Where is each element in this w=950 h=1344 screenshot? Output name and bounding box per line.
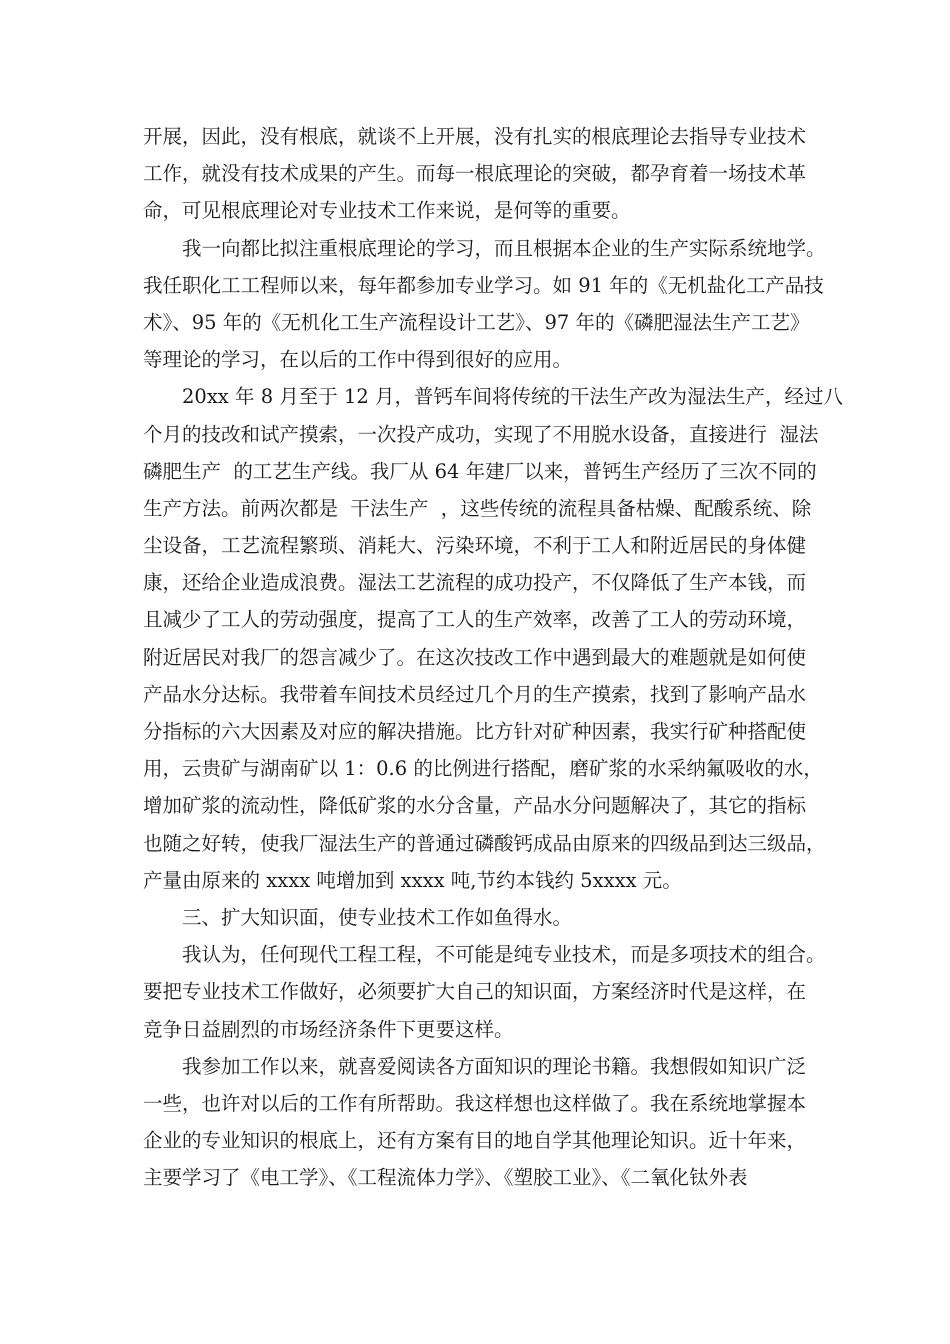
text-line: 增加矿浆的流动性，降低矿浆的水分含量，产品水分问题解决了，其它的指标	[143, 794, 807, 818]
text-line: 用，云贵矿与湖南矿以 1：0.6 的比例进行搭配，磨矿浆的水采纳氟吸收的水，	[143, 757, 823, 781]
text-line: 我任职化工工程师以来，每年都参加专业学习。如 91 年的《无机盐化工产品技	[143, 273, 824, 297]
text-line: 20xx 年 8 月至于 12 月，普钙车间将传统的干法生产改为湿法生产，经过八	[182, 385, 844, 409]
text-line: 磷肥生产 的工艺生产线。我厂从 64 年建厂以来，普钙生产经历了三次不同的	[143, 459, 817, 483]
text-line: 康，还给企业造成浪费。湿法工艺流程的成功投产，不仅降低了生产本钱，而	[143, 571, 807, 595]
text-line: 附近居民对我厂的怨言减少了。在这次技改工作中遇到最大的难题就是如何使	[143, 645, 807, 669]
text-line: 一些，也许对以后的工作有所帮助。我这样想也这样做了。我在系统地掌握本	[143, 1091, 807, 1115]
text-line: 工作，就没有技术成果的产生。而每一根底理论的突破，都孕育着一场技术革	[143, 162, 807, 186]
text-line: 我认为，任何现代工程工程，不可能是纯专业技术，而是多项技术的组合。	[182, 943, 826, 967]
text-line: 且减少了工人的劳动强度，提高了工人的生产效率，改善了工人的劳动环境，	[143, 608, 807, 632]
text-line: 尘设备，工艺流程繁琐、消耗大、污染环境，不利于工人和附近居民的身体健	[143, 534, 807, 558]
text-line: 个月的技改和试产摸索，一次投产成功，实现了不用脱水设备，直接进行 湿法	[143, 422, 819, 446]
text-line: 主要学习了《电工学》、《工程流体力学》、《塑胶工业》、《二氧化钛外表	[143, 1166, 748, 1190]
document-body	[143, 118, 844, 1196]
text-line: 竞争日益剧烈的市场经济条件下更要这样。	[143, 1017, 514, 1041]
text-line: 企业的专业知识的根底上，还有方案有目的地自学其他理论知识。近十年来，	[143, 1129, 807, 1153]
text-line: 产品水分达标。我带着车间技术员经过几个月的生产摸索，找到了影响产品水	[143, 682, 807, 706]
text-line: 要把专业技术工作做好，必须要扩大自己的知识面，方案经济时代是这样，在	[143, 980, 807, 1004]
text-line: 等理论的学习，在以后的工作中得到很好的应用。	[143, 348, 573, 372]
text-line: 我一向都比拟注重根底理论的学习，而且根据本企业的生产实际系统地学。	[182, 236, 826, 260]
text-line: 也随之好转，使我厂湿法生产的普通过磷酸钙成品由原来的四级品到达三级品，	[143, 831, 826, 855]
text-line: 三、扩大知识面，使专业技术工作如鱼得水。	[182, 905, 573, 929]
text-line: 命，可见根底理论对专业技术工作来说，是何等的重要。	[143, 199, 631, 223]
text-line: 产量由原来的 xxxx 吨增加到 xxxx 吨,节约本钱约 5xxxx 元。	[143, 868, 682, 892]
text-line: 开展，因此，没有根底，就谈不上开展，没有扎实的根底理论去指导专业技术	[143, 125, 807, 148]
text-line: 术》、95 年的《无机化工生产流程设计工艺》、97 年的《磷肥湿法生产工艺》	[143, 310, 810, 334]
text-line: 我参加工作以来，就喜爱阅读各方面知识的理论书籍。我想假如知识广泛	[182, 1054, 807, 1078]
text-line: 生产方法。前两次都是 干法生产 ，这些传统的流程具备枯燥、配酸系统、除	[143, 496, 812, 520]
text-line: 分指标的六大因素及对应的解决措施。比方针对矿种因素，我实行矿种搭配使	[143, 720, 807, 743]
